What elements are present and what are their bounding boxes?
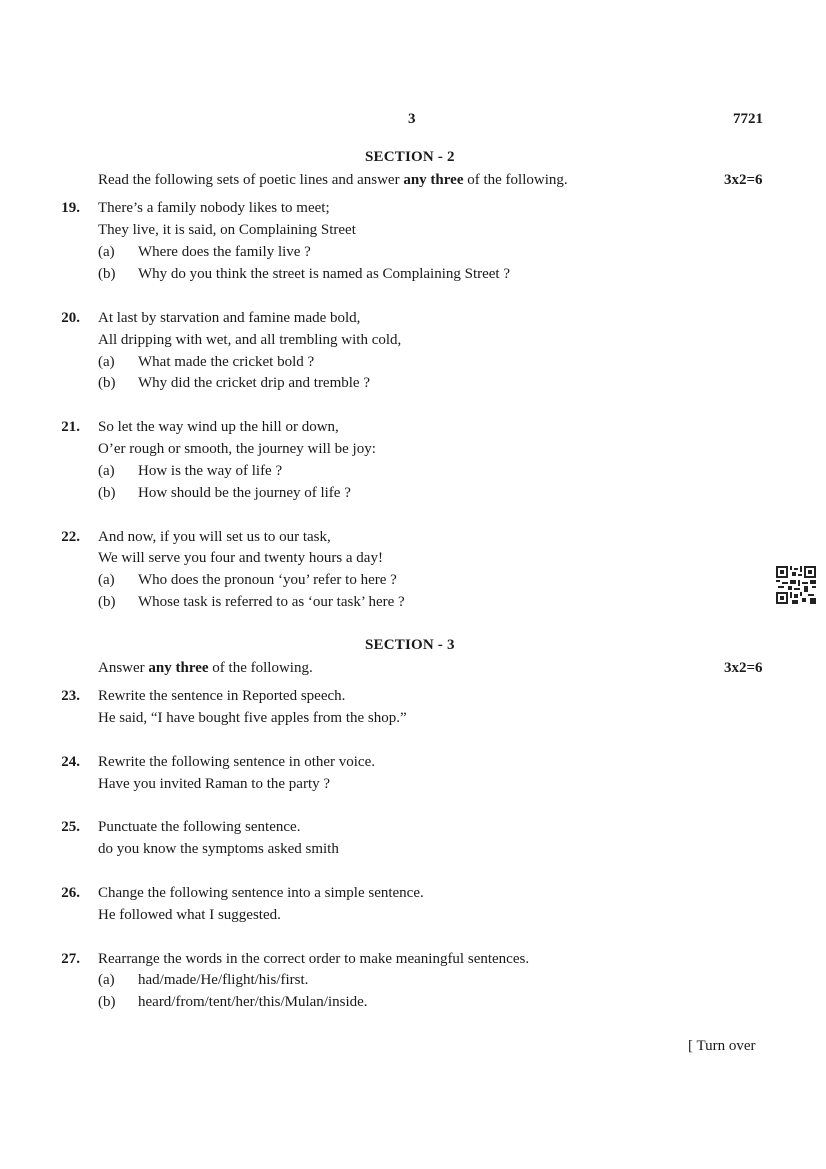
sub-question-text: How should be the journey of life ?	[138, 485, 351, 501]
section-2-marks: 3x2=6	[724, 172, 763, 188]
question-line: Rewrite the following sentence in other voice.	[98, 754, 375, 770]
instruction-text: Read the following sets of poetic lines and answer	[98, 172, 404, 188]
section-2-title: SECTION - 2	[365, 149, 455, 165]
sub-question-label: (b)	[98, 994, 116, 1010]
sub-question-label: (b)	[98, 266, 116, 282]
section-3-marks: 3x2=6	[724, 660, 763, 676]
poem-line: At last by starvation and famine made bold,	[98, 310, 361, 326]
question-number: 26.	[61, 885, 80, 901]
sub-question-label: (a)	[98, 463, 115, 479]
poem-line: So let the way wind up the hill or down,	[98, 419, 339, 435]
sub-question-label: (a)	[98, 572, 115, 588]
sub-question-text: Why did the cricket drip and tremble ?	[138, 375, 370, 391]
poem-line: And now, if you will set us to our task,	[98, 529, 331, 545]
page-number: 3	[408, 111, 416, 127]
paper-code: 7721	[733, 111, 763, 127]
sub-question-label: (a)	[98, 354, 115, 370]
sub-question-label: (a)	[98, 244, 115, 260]
section-3-title: SECTION - 3	[365, 637, 455, 653]
poem-line: There’s a family nobody likes to meet;	[98, 200, 330, 216]
sub-question-text: Whose task is referred to as ‘our task’ here ?	[138, 594, 405, 610]
question-line: Punctuate the following sentence.	[98, 819, 301, 835]
question-line: Have you invited Raman to the party ?	[98, 776, 331, 792]
question-line: Rearrange the words in the correct order to make meaningful sentences.	[98, 951, 530, 967]
question-line: Rewrite the sentence in Reported speech.	[98, 688, 346, 704]
sub-question-label: (b)	[98, 485, 116, 501]
instruction-text: Answer	[98, 660, 149, 676]
sub-question-text: Why do you think the street is named as Complaining Street ?	[138, 266, 511, 282]
sub-question-text: heard/from/tent/her/this/Mulan/inside.	[138, 994, 368, 1010]
question-line: do you know the symptoms asked smith	[98, 841, 339, 857]
sub-question-text: How is the way of life ?	[138, 463, 283, 479]
poem-line: All dripping with wet, and all trembling with cold,	[98, 332, 402, 348]
section-2-instruction	[98, 172, 568, 189]
poem-line: We will serve you four and twenty hours a day!	[98, 550, 383, 566]
sub-question-text: Who does the pronoun ‘you’ refer to here ?	[138, 572, 397, 588]
question-number: 27.	[61, 951, 80, 967]
turn-over-note: [ Turn over	[688, 1038, 756, 1054]
instruction-emphasis: any three	[148, 660, 209, 676]
poem-line: They live, it is said, on Complaining Street	[98, 222, 356, 238]
question-number: 22.	[61, 529, 80, 545]
qr-code-icon	[776, 566, 816, 604]
question-line: He followed what I suggested.	[98, 907, 281, 923]
question-number: 23.	[61, 688, 80, 704]
instruction-emphasis: any three	[403, 172, 464, 188]
question-number: 25.	[61, 819, 80, 835]
question-line: He said, “I have bought five apples from the shop.”	[98, 710, 407, 726]
question-number: 21.	[61, 419, 80, 435]
section-3-instruction	[98, 660, 313, 677]
sub-question-text: What made the cricket bold ?	[138, 354, 315, 370]
question-number: 20.	[61, 310, 80, 326]
instruction-text-end: of the following.	[463, 172, 568, 188]
poem-line: O’er rough or smooth, the journey will be joy:	[98, 441, 376, 457]
sub-question-label: (a)	[98, 972, 115, 988]
question-line: Change the following sentence into a simple sentence.	[98, 885, 424, 901]
instruction-text-end: of the following.	[208, 660, 313, 676]
sub-question-label: (b)	[98, 594, 116, 610]
sub-question-text: Where does the family live ?	[138, 244, 311, 260]
question-number: 19.	[61, 200, 80, 216]
sub-question-label: (b)	[98, 375, 116, 391]
sub-question-text: had/made/He/flight/his/first.	[138, 972, 309, 988]
question-number: 24.	[61, 754, 80, 770]
